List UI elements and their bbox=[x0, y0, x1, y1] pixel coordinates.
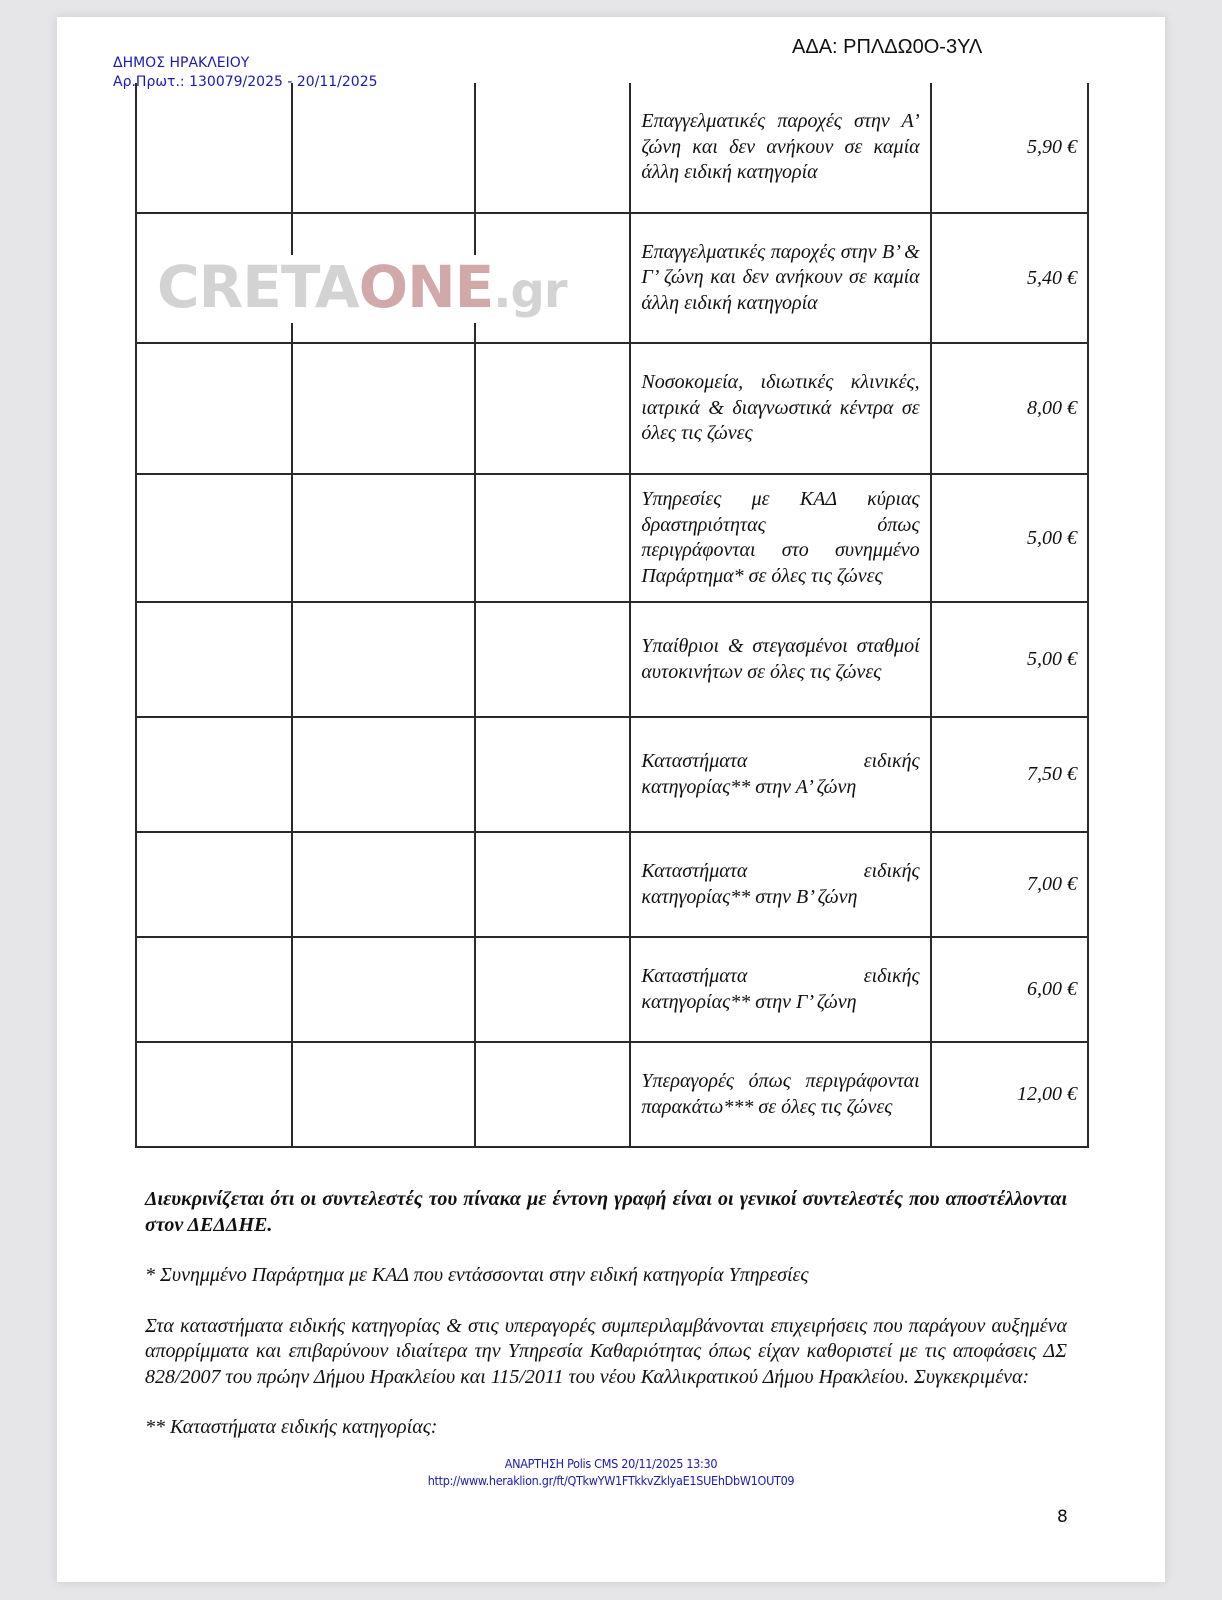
municipality-name: ΔΗΜΟΣ ΗΡΑΚΛΕΙΟΥ bbox=[113, 55, 250, 71]
posting-footer bbox=[57, 1455, 1165, 1489]
empty-cell bbox=[292, 343, 475, 474]
empty-cell bbox=[292, 937, 475, 1042]
empty-cell bbox=[136, 83, 292, 213]
rate-price: 8,00 € bbox=[931, 343, 1088, 474]
rate-description: Επαγγελματικές παροχές στην Β’ & Γ’ ζώνη και δεν ανήκουν σε καμία άλλη ειδική κατηγορία bbox=[630, 213, 930, 343]
empty-cell bbox=[475, 1042, 630, 1147]
empty-cell bbox=[475, 832, 630, 937]
watermark-logo bbox=[153, 255, 571, 323]
table-row bbox=[136, 717, 1088, 832]
annex-note: * Συνημμένο Παράρτημα με ΚΑΔ που εντάσσονται στην ειδική κατηγορία Υπηρεσίες bbox=[145, 1264, 809, 1286]
empty-cell bbox=[292, 1042, 475, 1147]
rate-description: Υπεραγορές όπως περιγράφονται παρακάτω*** σε όλες τις ζώνες bbox=[630, 1042, 930, 1147]
empty-cell bbox=[475, 602, 630, 717]
watermark-creta: CRETA bbox=[157, 253, 359, 321]
rate-price: 7,50 € bbox=[931, 717, 1088, 832]
posting-url[interactable]: http://www.heraklion.gr/ft/QTkwYW1FTkkvZklyaE1SUEhDbW1OUT09 bbox=[427, 1473, 795, 1488]
rate-description: Επαγγελματικές παροχές στην Α’ ζώνη και δεν ανήκουν σε καμία άλλη ειδική κατηγορία bbox=[630, 83, 930, 213]
rates-table-container bbox=[135, 83, 1089, 1148]
empty-cell bbox=[136, 832, 292, 937]
posting-info: ΑΝΑΡΤΗΣΗ Polis CMS 20/11/2025 13:30 bbox=[504, 1456, 718, 1471]
empty-cell bbox=[292, 474, 475, 602]
empty-cell bbox=[136, 717, 292, 832]
rate-description: Υπαίθριοι & στεγασμένοι σταθμοί αυτοκινήτων σε όλες τις ζώνες bbox=[630, 602, 930, 717]
rates-table bbox=[135, 83, 1089, 1148]
rate-description: Νοσοκομεία, ιδιωτικές κλινικές, ιατρικά & διαγνωστικά κέντρα σε όλες τις ζώνες bbox=[630, 343, 930, 474]
document-page bbox=[57, 17, 1165, 1582]
document-header bbox=[113, 54, 378, 92]
empty-cell bbox=[136, 1042, 292, 1147]
ada-code: ΑΔΑ: ΡΠΛΔΩ0Ο-3ΥΛ bbox=[792, 36, 983, 58]
table-row bbox=[136, 937, 1088, 1042]
rate-price: 5,00 € bbox=[931, 474, 1088, 602]
empty-cell bbox=[136, 602, 292, 717]
table-row bbox=[136, 832, 1088, 937]
rate-price: 6,00 € bbox=[931, 937, 1088, 1042]
rate-price: 5,40 € bbox=[931, 213, 1088, 343]
table-row bbox=[136, 1042, 1088, 1147]
empty-cell bbox=[136, 343, 292, 474]
clarification-note: Διευκρινίζεται ότι οι συντελεστές του πίνακα με έντονη γραφή είναι οι γενικοί συντελεστές που αποστέλλονται στον ΔΕΔΔΗΕ. bbox=[145, 1188, 1067, 1236]
notes-section bbox=[145, 1187, 1067, 1441]
rate-price: 5,00 € bbox=[931, 602, 1088, 717]
table-row bbox=[136, 602, 1088, 717]
rate-price: 7,00 € bbox=[931, 832, 1088, 937]
table-row bbox=[136, 83, 1088, 213]
empty-cell bbox=[136, 937, 292, 1042]
empty-cell bbox=[292, 717, 475, 832]
empty-cell bbox=[475, 343, 630, 474]
rate-price: 12,00 € bbox=[931, 1042, 1088, 1147]
rate-description: Καταστήματα ειδικής κατηγορίας** στην Α’ ζώνη bbox=[630, 717, 930, 832]
page-number: 8 bbox=[1057, 1507, 1068, 1527]
rate-description: Καταστήματα ειδικής κατηγορίας** στην Β’ ζώνη bbox=[630, 832, 930, 937]
protocol-number: Αρ.Πρωτ.: 130079/2025 - 20/11/2025 bbox=[113, 74, 378, 90]
special-category-paragraph: Στα καταστήματα ειδικής κατηγορίας & στις υπεραγορές συμπεριλαμβάνονται επιχειρήσεις που παράγουν αυξημένα απορρίμματα και επιβαρύνουν ιδιαίτερα την Υπηρεσία Καθαριότητας όπως είχαν καθοριστεί με τις αποφάσεις ΔΣ 828/2007 του πρώην Δήμου Ηρακλείου και 115/2011 του νέου Καλλικρατικού Δήμου Ηρακλείου. Συγκεκριμένα: bbox=[145, 1314, 1067, 1388]
empty-cell bbox=[292, 83, 475, 213]
table-row bbox=[136, 343, 1088, 474]
empty-cell bbox=[292, 832, 475, 937]
empty-cell bbox=[475, 937, 630, 1042]
empty-cell bbox=[136, 474, 292, 602]
table-row bbox=[136, 474, 1088, 602]
rate-description: Υπηρεσίες με ΚΑΔ κύριας δραστηριότητας όπως περιγράφονται στο συνημμένο Παράρτημα* σε όλες τις ζώνες bbox=[630, 474, 930, 602]
empty-cell bbox=[475, 83, 630, 213]
empty-cell bbox=[292, 602, 475, 717]
watermark-one: ONE bbox=[358, 253, 494, 321]
watermark-gr: .gr bbox=[493, 263, 567, 319]
special-category-heading: ** Καταστήματα ειδικής κατηγορίας: bbox=[145, 1416, 438, 1438]
rate-price: 5,90 € bbox=[931, 83, 1088, 213]
empty-cell bbox=[475, 717, 630, 832]
rate-description: Καταστήματα ειδικής κατηγορίας** στην Γ’ ζώνη bbox=[630, 937, 930, 1042]
empty-cell bbox=[475, 474, 630, 602]
